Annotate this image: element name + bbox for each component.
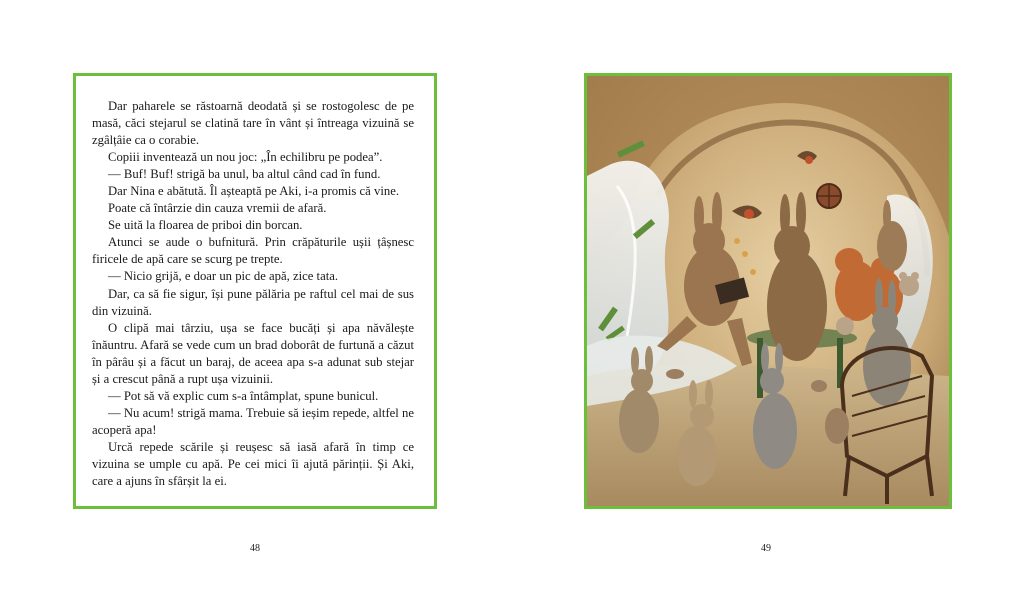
paragraph: Atunci se aude o bufnitură. Prin crăpăturile ușii țâșnesc firicele de apă care se scurg pe trepte.: [92, 235, 414, 267]
illustration-frame: [584, 73, 952, 509]
paragraph: — Nu acum! strigă mama. Trebuie să ieșim repede, altfel ne acoperă apa!: [92, 405, 414, 437]
paragraph: Poate că întârzie din cauza vremii de afară.: [108, 201, 327, 216]
rabbit-family-flooded-burrow-illustration: [587, 76, 949, 506]
page-number-left: 48: [250, 543, 260, 554]
paragraph: Dar, ca să fie sigur, își pune pălăria pe raftul cel mai de sus din vizuină.: [92, 286, 414, 318]
text-frame: [73, 73, 437, 509]
story-text: [92, 98, 414, 490]
paragraph: Urcă repede scările și reușesc să iasă afară în timp ce vizuina se umple cu apă. Pe cei mici îi ajută părinții. Și Aki, care a ajuns în sfârșit la ei.: [92, 439, 414, 489]
right-page: [512, 0, 1024, 598]
paragraph: — Buf! Buf! strigă ba unul, ba altul când cad în fund.: [108, 167, 381, 182]
page-number-right: 49: [761, 543, 771, 554]
paragraph: Dar paharele se răstoarnă deodată și se rostogolesc de pe masă, căci stejarul se clatină tare în vânt și întreaga vizuină se zgâlțâie ca o corabie.: [92, 99, 414, 148]
paragraph: Copiii inventează un nou joc: „În echilibru pe podea”.: [108, 150, 383, 165]
paragraph: Dar Nina e abătută. Îl așteaptă pe Aki, i-a promis că vine.: [108, 184, 399, 199]
paragraph: Se uită la floarea de priboi din borcan.: [108, 218, 303, 233]
paragraph: — Nicio grijă, e doar un pic de apă, zice tata.: [108, 269, 339, 284]
paragraph: O clipă mai târziu, ușa se face bucăți și apa năvălește înăuntru. Afară se vede cum un brad doborât de furtună a căzut în pârâu și a făcut un baraj, de aceea apa s-a adunat sub stejar și a crescut până a rupt ușa vizuinii.: [92, 320, 414, 386]
paragraph: — Pot să vă explic cum s-a întâmplat, spune bunicul.: [108, 388, 379, 403]
